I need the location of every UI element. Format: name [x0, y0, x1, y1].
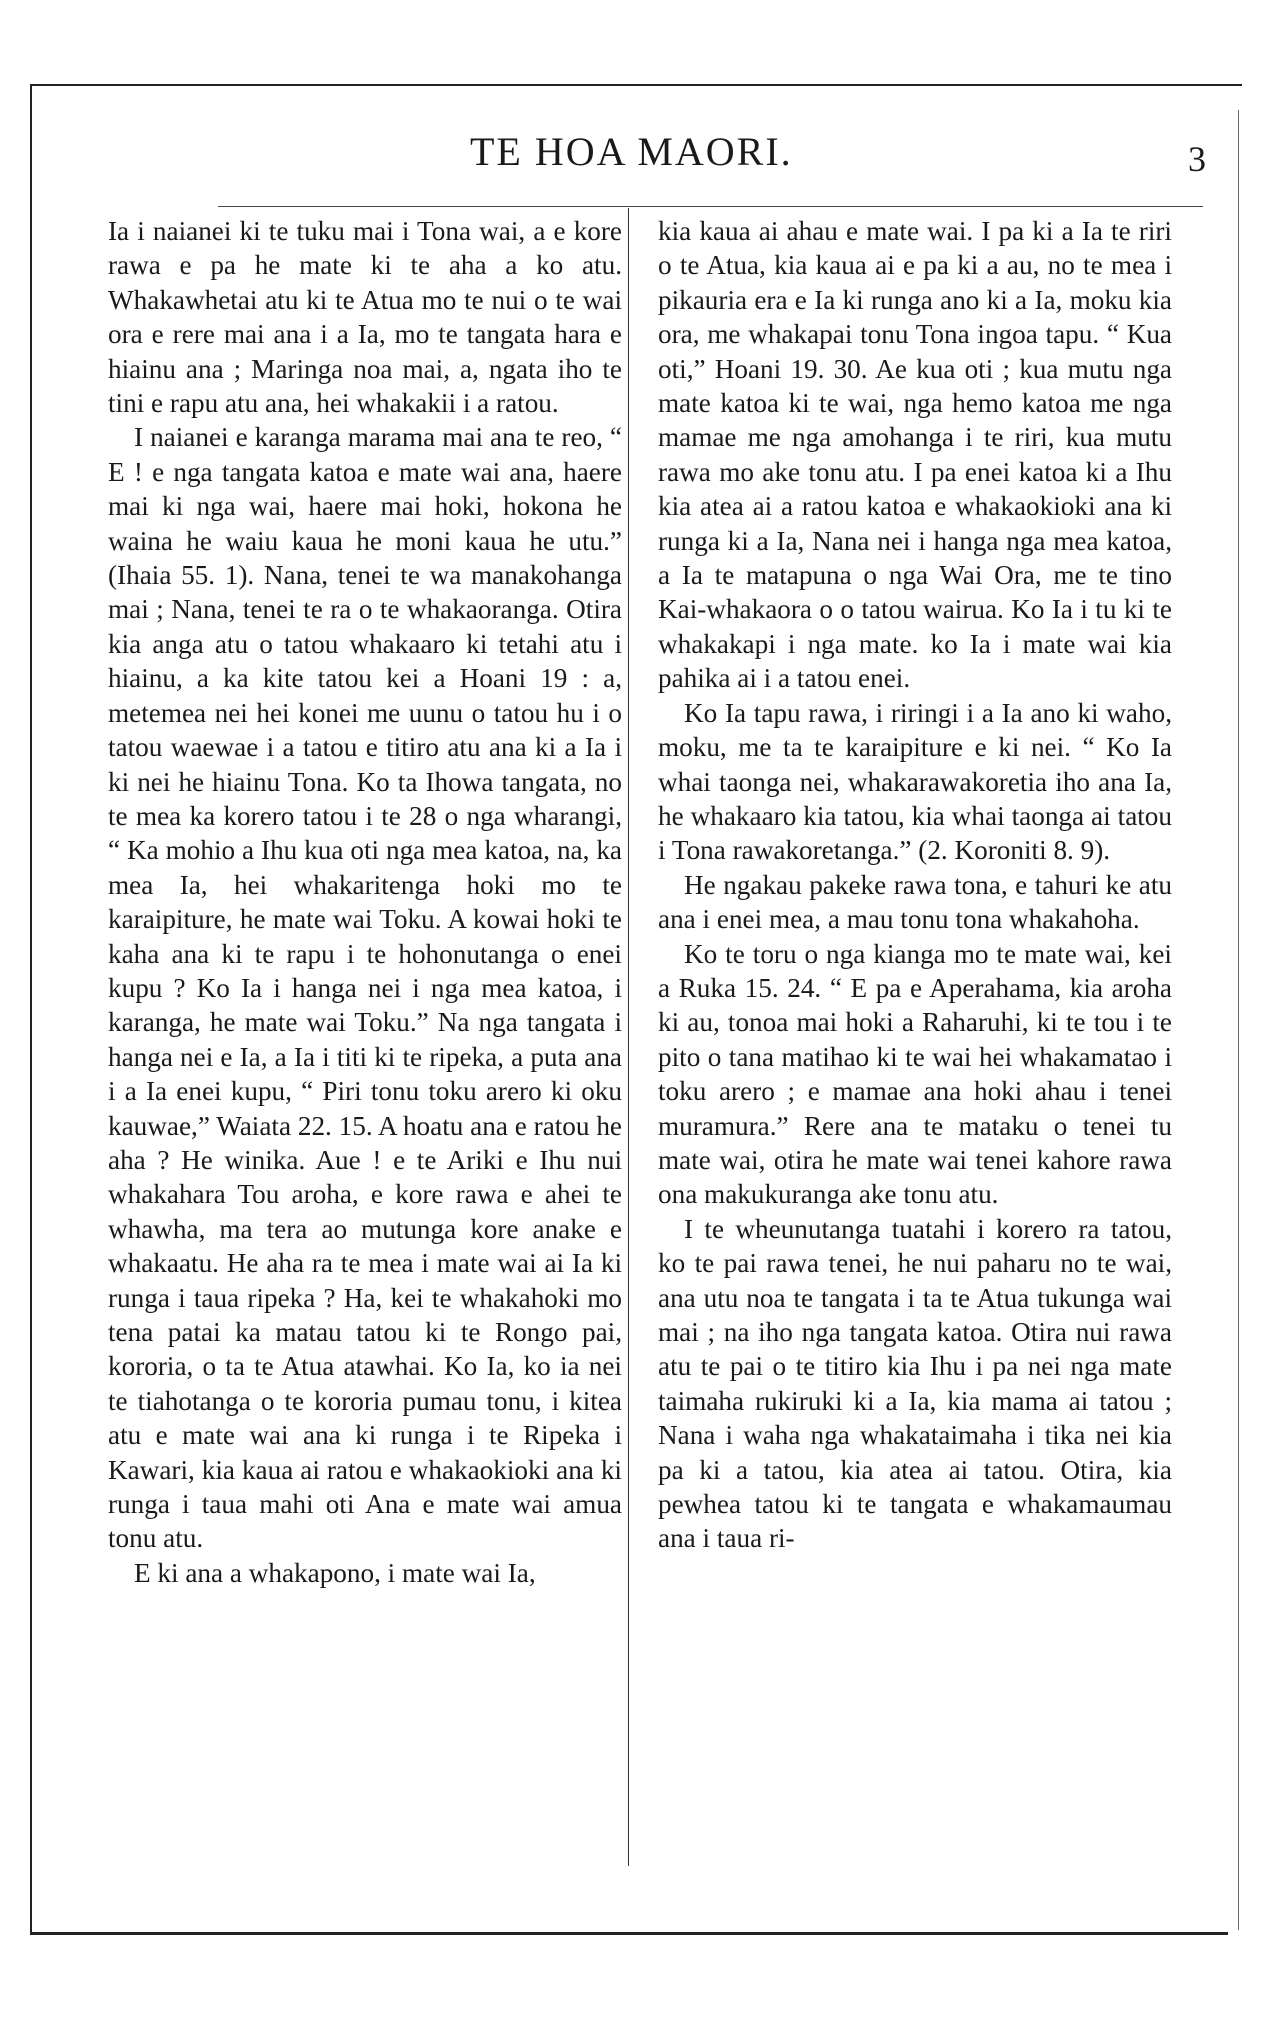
left-column	[108, 214, 622, 1590]
paragraph: He ngakau pakeke rawa tona, e tahuri ke atu ana i enei mea, a mau tonu tona whakahoha.	[658, 869, 1172, 935]
page-number: 3	[1188, 139, 1206, 179]
page-frame-top-rule	[30, 84, 1242, 86]
page-frame-left-rule	[30, 84, 32, 1934]
running-title: TE HOA MAORI.	[470, 129, 793, 174]
column-divider	[628, 208, 629, 1866]
paragraph: E ki ana a whakapono, i mate wai Ia,	[134, 1557, 536, 1588]
paragraph: Ia i naianei ki te tuku mai i Tona wai, a e kore rawa e pa he mate ki te aha a ko atu. Whakawhetai atu ki te Atua mo te nui o te wai ora e rere mai ana i a Ia, mo te tangata hara e hiainu ana ; Maringa noa mai, a, ngata iho te tini e rapu atu ana, hei whakakii i a ratou.	[108, 216, 622, 419]
paragraph: Ko te toru o nga kianga mo te mate wai, kei a Ruka 15. 24. “ E pa e Aperahama, kia aroha ki au, tonoa mai hoki a Raharuhi, ki te tou i te pito o tana matihao ki te wai hei whakamatao i toku arero ; e mamae ana hoki ahau i tenei muramura.” Rere ana te mataku o tenei tu mate wai, otira he mate wai tenei kahore rawa ona makukuranga ake tonu atu.	[658, 938, 1172, 1210]
right-column	[658, 214, 1172, 1556]
paragraph: Ko Ia tapu rawa, i riringi i a Ia ano ki waho, moku, me ta te karaipiture e ki nei. “ Ko Ia whai taonga nei, whakarawakoretia iho ana Ia, he whakaaro kia tatou, kia whai taonga ai tatou i Tona rawakoretanga.” (2. Koroniti 8. 9).	[658, 697, 1172, 866]
paragraph: I naianei e karanga marama mai ana te reo, “ E ! e nga tangata katoa e mate wai ana, haere mai ki nga wai, haere mai hoki, hokona he waina he waiu kaua he moni kaua he utu.” (Ihaia 55. 1). Nana, tenei te wa manakohanga mai ; Nana, tenei te ra o te whakaoranga. Otira kia anga atu o tatou whakaaro ki tetahi atu i hiainu, a ka kite tatou kei a Hoani 19 : a, metemea nei hei konei me uunu o tatou hu i o tatou waewae i a tatou e titiro atu ana ki a Ia i ki nei he hiainu Tona. Ko ta Ihowa tangata, no te mea ka korero tatou i te 28 o nga wharangi, “ Ka mohio a Ihu kua oti nga mea katoa, na, ka mea Ia, hei whakaritenga hoki mo te karaipiture, he mate wai Toku. A kowai hoki te kaha ana ki te rapu i te hohonutanga o enei kupu ? Ko Ia i hanga nei i nga mea katoa, i karanga, he mate wai Toku.” Na nga tangata i hanga nei e Ia, a Ia i titi ki te ripeka, a puta ana i a Ia enei kupu, “ Piri tonu toku arero ki oku kauwae,” Waiata 22. 15. A hoatu ana e ratou he aha ? He winika. Aue ! e te Ariki e Ihu nui whakahara Tou aroha, e kore rawa e ahei te whawha, ma tera ao mutunga kore anake e whakaatu. He aha ra te mea i mate wai ai Ia ki runga i taua ripeka ? Ha, kei te whakahoki mo tena patai ka matau tatou ki te Rongo pai, kororia, o ta te Atua atawhai. Ko Ia, ko ia nei te tiahotanga o te kororia pumau tonu, i kitea atu e mate wai ana ki runga i te Ripeka i Kawari, kia kaua ai ratou e whakaokioki ana ki runga i taua mahi oti Ana e mate wai amua tonu atu.	[108, 422, 622, 1554]
paragraph: I te wheunutanga tuatahi i korero ra tatou, ko te pai rawa tenei, he nui paharu no te wai, ana utu noa te tangata i ta te Atua tukunga wai mai ; na iho nga tangata katoa. Otira nui rawa atu te pai o te titiro kia Ihu i pa nei nga mate taimaha rukiruki ki a Ia, kia mama ai tatou ; Nana i waha nga whakataimaha i tika nei kia pa ki a tatou, kia atea ai tatou. Otira, kia pewhea tatou ki te tangata e whakamaumau ana i taua ri-	[658, 1213, 1172, 1554]
page-frame-bottom-rule	[30, 1932, 1228, 1935]
page-frame-right-rule	[1238, 110, 1239, 1930]
header-rule	[218, 206, 1203, 207]
paragraph: kia kaua ai ahau e mate wai. I pa ki a Ia te riri o te Atua, kia kaua ai e pa ki a au, no te mea i pikauria era e Ia ki runga ano ki a Ia, moku kia ora, me whakapai tonu Tona ingoa tapu. “ Kua oti,” Hoani 19. 30. Ae kua oti ; kua mutu nga mate katoa ki te wai, nga hemo katoa me nga mamae me nga amohanga i te riri, kua mutu rawa mo ake tonu atu. I pa enei katoa ki a Ihu kia atea ai a ratou katoa e whakaokioki ana ki runga ki a Ia, Nana nei i hanga nga mea katoa, a Ia te matapuna o nga Wai Ora, me te tino Kai-whakaora o o tatou wairua. Ko Ia i tu ki te whakakapi i nga mate. ko Ia i mate wai kia pahika ai i a tatou enei.	[658, 216, 1172, 694]
